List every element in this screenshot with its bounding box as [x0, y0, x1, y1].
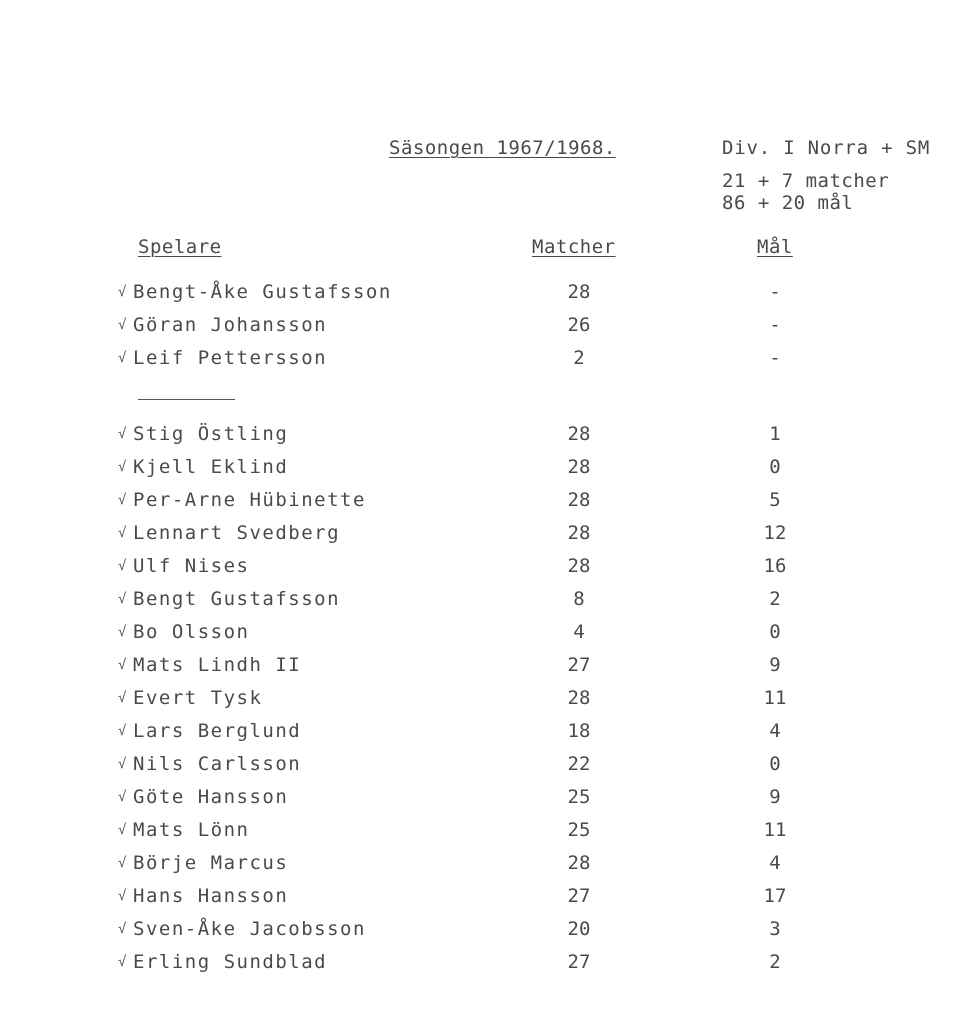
player-name: Mats Lindh II — [133, 654, 302, 676]
table-row — [0, 347, 959, 380]
goals-value: 2 — [769, 588, 781, 610]
player-name: Bengt Gustafsson — [133, 588, 341, 610]
player-name: Börje Marcus — [133, 852, 289, 874]
check-mark-icon: √ — [118, 822, 127, 838]
check-mark-icon: √ — [118, 888, 127, 904]
goals-value: 4 — [769, 852, 781, 874]
goals-value: 4 — [769, 720, 781, 742]
goals-value: - — [769, 347, 781, 369]
player-name: Leif Pettersson — [133, 347, 328, 369]
matches-value: 28 — [567, 489, 591, 511]
matches-value: 20 — [567, 918, 591, 940]
table-row — [0, 753, 959, 786]
goals-value: 11 — [763, 819, 787, 841]
matches-value: 22 — [567, 753, 591, 775]
section-divider — [138, 399, 235, 400]
player-name: Göran Johansson — [133, 314, 328, 336]
check-mark-icon: √ — [118, 350, 127, 366]
player-name: Mats Lönn — [133, 819, 250, 841]
goals-value: - — [769, 314, 781, 336]
division-label: Div. I Norra + SM — [722, 137, 931, 159]
column-header-player: Spelare — [138, 236, 222, 258]
player-name: Erling Sundblad — [133, 951, 328, 973]
table-row — [0, 423, 959, 456]
player-name: Evert Tysk — [133, 687, 263, 709]
check-mark-icon: √ — [118, 459, 127, 475]
matches-value: 28 — [567, 687, 591, 709]
check-mark-icon: √ — [118, 855, 127, 871]
table-row — [0, 281, 959, 314]
goals-summary: 86 + 20 mål — [722, 192, 854, 214]
table-row — [0, 555, 959, 588]
check-mark-icon: √ — [118, 954, 127, 970]
player-name: Hans Hansson — [133, 885, 289, 907]
player-name: Göte Hansson — [133, 786, 289, 808]
matches-value: 25 — [567, 819, 591, 841]
player-name: Lars Berglund — [133, 720, 302, 742]
goals-value: 0 — [769, 456, 781, 478]
matches-value: 18 — [567, 720, 591, 742]
table-row — [0, 489, 959, 522]
matches-value: 27 — [567, 654, 591, 676]
matches-value: 26 — [567, 314, 591, 336]
player-name: Nils Carlsson — [133, 753, 302, 775]
check-mark-icon: √ — [118, 426, 127, 442]
check-mark-icon: √ — [118, 789, 127, 805]
goals-value: 5 — [769, 489, 781, 511]
goals-value: 16 — [763, 555, 787, 577]
table-row — [0, 654, 959, 687]
season-title: Säsongen 1967/1968. — [389, 137, 616, 159]
check-mark-icon: √ — [118, 756, 127, 772]
check-mark-icon: √ — [118, 591, 127, 607]
goals-value: 9 — [769, 786, 781, 808]
column-header-matches: Matcher — [532, 236, 616, 258]
matches-summary: 21 + 7 matcher — [722, 170, 890, 192]
matches-value: 28 — [567, 522, 591, 544]
goals-value: - — [769, 281, 781, 303]
player-name: Bo Olsson — [133, 621, 250, 643]
goals-value: 9 — [769, 654, 781, 676]
check-mark-icon: √ — [118, 690, 127, 706]
table-row — [0, 314, 959, 347]
table-row — [0, 786, 959, 819]
matches-value: 27 — [567, 885, 591, 907]
check-mark-icon: √ — [118, 558, 127, 574]
table-row — [0, 522, 959, 555]
check-mark-icon: √ — [118, 525, 127, 541]
matches-value: 25 — [567, 786, 591, 808]
matches-value: 27 — [567, 951, 591, 973]
column-header-goals: Mål — [757, 236, 793, 258]
matches-value: 28 — [567, 456, 591, 478]
table-row — [0, 687, 959, 720]
table-row — [0, 588, 959, 621]
table-row — [0, 720, 959, 753]
matches-value: 2 — [573, 347, 585, 369]
player-name: Stig Östling — [133, 423, 289, 445]
goals-value: 0 — [769, 753, 781, 775]
matches-value: 28 — [567, 281, 591, 303]
table-row — [0, 852, 959, 885]
check-mark-icon: √ — [118, 624, 127, 640]
check-mark-icon: √ — [118, 492, 127, 508]
check-mark-icon: √ — [118, 284, 127, 300]
player-name: Ulf Nises — [133, 555, 250, 577]
goals-value: 2 — [769, 951, 781, 973]
check-mark-icon: √ — [118, 657, 127, 673]
table-row — [0, 918, 959, 951]
check-mark-icon: √ — [118, 317, 127, 333]
matches-value: 28 — [567, 555, 591, 577]
table-row — [0, 621, 959, 654]
matches-value: 28 — [567, 852, 591, 874]
table-row — [0, 456, 959, 489]
goals-value: 17 — [763, 885, 787, 907]
table-row — [0, 885, 959, 918]
player-name: Kjell Eklind — [133, 456, 289, 478]
goals-value: 12 — [763, 522, 787, 544]
matches-value: 8 — [573, 588, 585, 610]
goals-value: 3 — [769, 918, 781, 940]
player-name: Sven-Åke Jacobsson — [133, 918, 366, 940]
table-row — [0, 819, 959, 852]
table-row — [0, 951, 959, 984]
player-name: Lennart Svedberg — [133, 522, 341, 544]
player-name: Bengt-Åke Gustafsson — [133, 281, 392, 303]
player-name: Per-Arne Hübinette — [133, 489, 366, 511]
check-mark-icon: √ — [118, 723, 127, 739]
matches-value: 28 — [567, 423, 591, 445]
goals-value: 1 — [769, 423, 781, 445]
goals-value: 11 — [763, 687, 787, 709]
check-mark-icon: √ — [118, 921, 127, 937]
matches-value: 4 — [573, 621, 585, 643]
goals-value: 0 — [769, 621, 781, 643]
